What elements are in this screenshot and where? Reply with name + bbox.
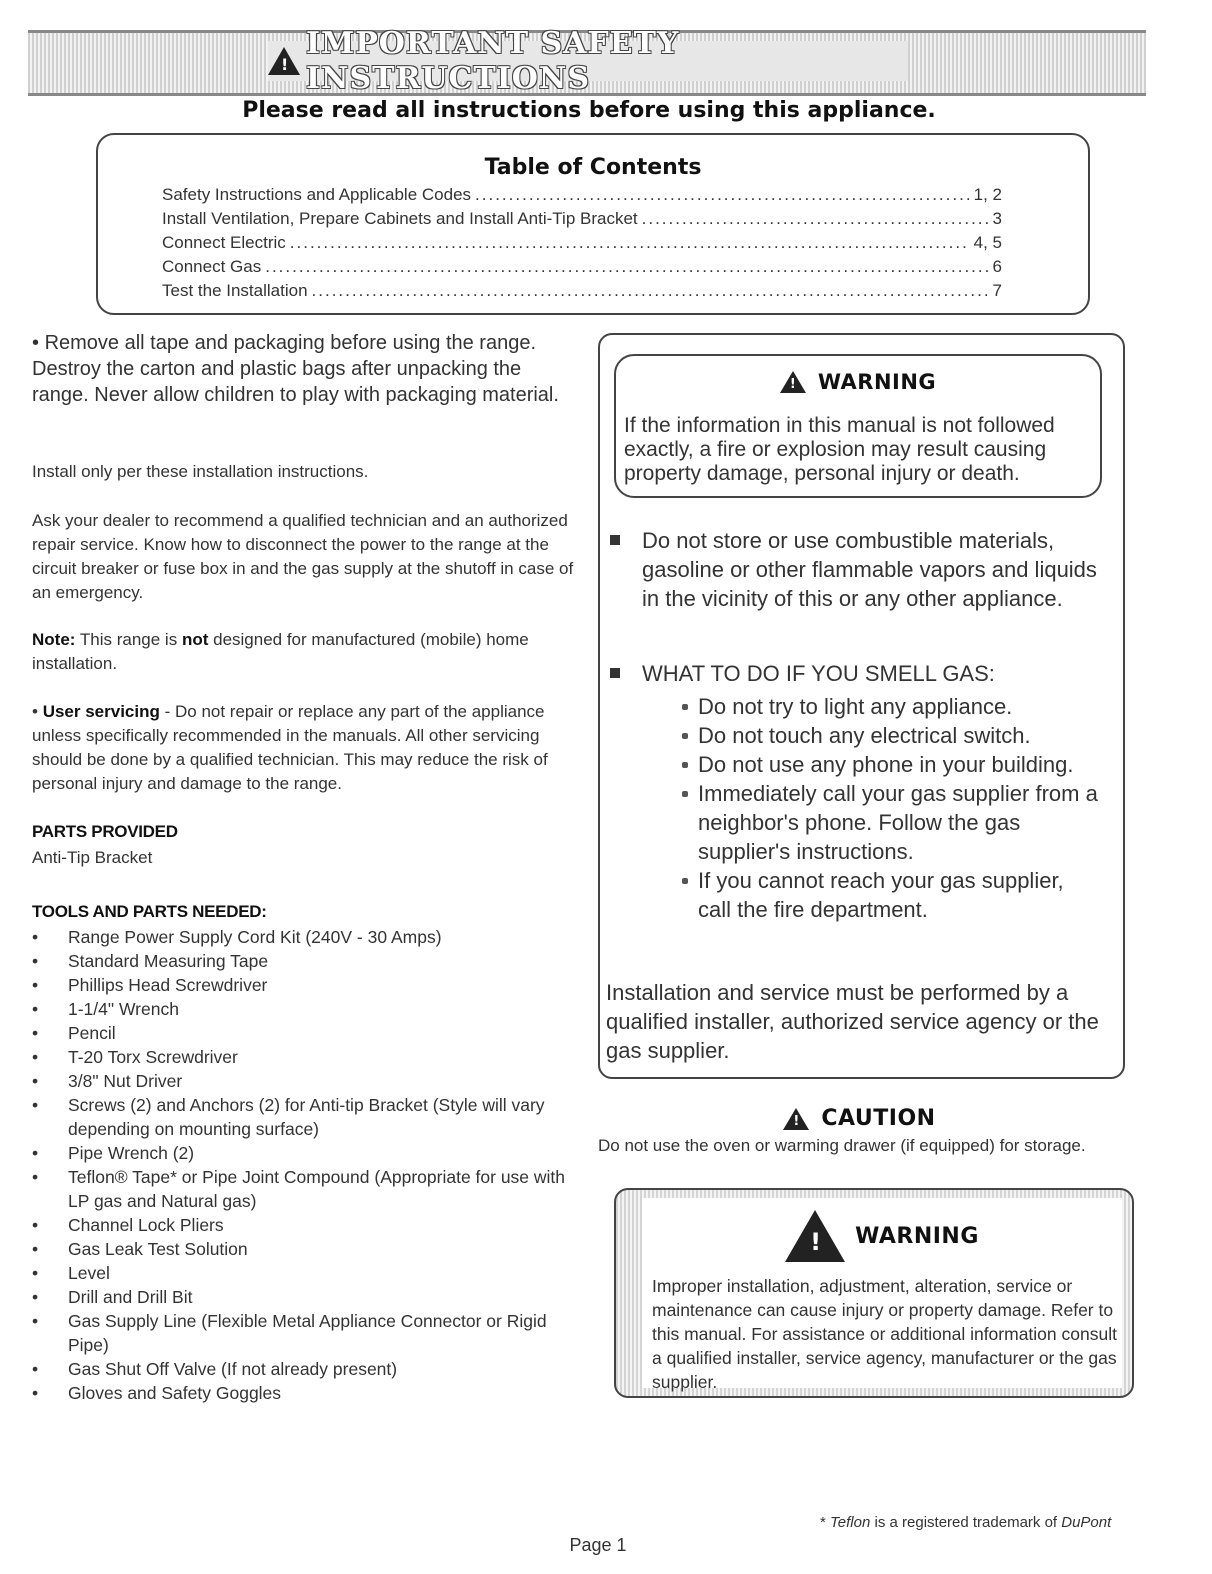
installation-warning-box — [614, 1188, 1134, 1398]
square-bullet-icon — [610, 668, 620, 678]
sub-bullet-icon — [682, 762, 688, 768]
smell-gas-bullet: WHAT TO DO IF YOU SMELL GAS: — [642, 661, 995, 686]
gas-step-text: Do not touch any electrical switch. — [698, 723, 1031, 748]
table-of-contents — [96, 133, 1090, 315]
warning2-heading — [642, 1210, 1122, 1262]
sub-bullet-list — [682, 692, 1102, 924]
toc-title: Table of Contents — [484, 155, 702, 180]
warning2-text: Improper installation, adjustment, alteration, service or maintenance can cause injury or property damage. Refer to this manual. For assistance or additional information consult a qualified installer, service agency, manufacturer or the gas supplier. — [652, 1276, 1117, 1392]
footnote-star: * — [820, 1514, 826, 1531]
toc-page: 4, 5 — [973, 233, 1002, 252]
footnote-mid: is a registered trademark of — [874, 1514, 1058, 1531]
smell-gas-steps — [682, 692, 1102, 924]
gas-step-text: Do not use any phone in your building. — [698, 752, 1074, 777]
gas-step-item — [682, 721, 1102, 750]
note-post: designed for manufactured (mobile) home installation. — [32, 630, 529, 673]
installation-paragraph: Installation and service must be performed by a qualified installer, authorized service agency or the gas supplier. — [606, 980, 1099, 1063]
tool-item: • Gas Leak Test Solution — [32, 1237, 576, 1261]
warning-text: If the information in this manual is not followed exactly, a fire or explosion may result causing property damage, personal injury or death. — [624, 414, 1055, 485]
warning2-heading-text: WARNING — [855, 1223, 979, 1249]
tools-heading: TOOLS AND PARTS NEEDED: — [32, 902, 267, 921]
sub-bullet-icon — [682, 791, 688, 797]
toc-page: 1, 2 — [973, 185, 1002, 204]
banner-title: IMPORTANT SAFETY INSTRUCTIONS — [306, 26, 680, 96]
header-banner — [28, 26, 1146, 96]
user-servicing-text: - Do not repair or replace any part of the appliance unless specifically recommended in the manuals. All other servicing should be done by a qualified technician. This may reduce the risk of personal injury and damage to the range. — [32, 702, 548, 793]
warning-inner-box — [614, 354, 1102, 498]
tool-item: • T-20 Torx Screwdriver — [32, 1045, 576, 1069]
sub-bullet-icon — [682, 733, 688, 739]
square-bullet-icon — [610, 535, 620, 545]
note-paragraph — [32, 628, 576, 676]
tools-list-wrap — [32, 925, 576, 1405]
toc-page: 6 — [992, 257, 1002, 276]
toc-page: 7 — [992, 281, 1002, 300]
gas-step-text: Immediately call your gas supplier from a neighbor's phone. Follow the gas supplier's instructions. — [698, 781, 1098, 864]
combustible-bullet: Do not store or use combustible materials, gasoline or other flammable vapors and liquids in the vicinity of this or any other appliance. — [642, 528, 1097, 611]
tool-item: • Gloves and Safety Goggles — [32, 1381, 576, 1405]
tool-item: • Phillips Head Screwdriver — [32, 973, 576, 997]
user-servicing-paragraph — [32, 700, 576, 796]
toc-label: Connect Electric — [162, 233, 286, 252]
tool-item: • Pencil — [32, 1021, 576, 1045]
note-pre: This range is — [79, 630, 178, 649]
install-only-paragraph: Install only per these installation instructions. — [32, 462, 369, 481]
gas-step-item — [682, 866, 1102, 924]
warning-triangle-icon — [785, 1210, 845, 1262]
gas-step-item — [682, 692, 1102, 721]
toc-label: Connect Gas — [162, 257, 262, 276]
ask-dealer-paragraph: Ask your dealer to recommend a qualified technician and an authorized repair service. Know how to disconnect the power to the range at the circuit breaker or fuse box in and the gas supply at the shutoff in case of an emergency. — [32, 511, 574, 602]
tool-item: • 3/8" Nut Driver — [32, 1069, 576, 1093]
warning-heading-text: WARNING — [817, 370, 937, 394]
sub-bullet-icon — [682, 704, 688, 710]
note-not: not — [181, 630, 209, 649]
page-number: Page 1 — [569, 1535, 627, 1555]
parts-provided-item: Anti-Tip Bracket — [32, 848, 153, 867]
remove-packaging-text: Remove all tape and packaging before using the range. Destroy the carton and plastic bags after unpacking the range. Never allow children to play with packaging material. — [32, 332, 559, 406]
tool-item: • Screws (2) and Anchors (2) for Anti-tip Bracket (Style will vary depending on mounting surface) — [32, 1093, 576, 1141]
tool-item: • 1-1/4" Wrench — [32, 997, 576, 1021]
bullet-icon: • — [32, 702, 43, 721]
tool-item: • Gas Supply Line (Flexible Metal Appliance Connector or Rigid Pipe) — [32, 1309, 576, 1357]
toc-row — [162, 233, 1002, 253]
banner-title-wrap — [268, 26, 908, 96]
tool-item: • Standard Measuring Tape — [32, 949, 576, 973]
gas-step-item — [682, 779, 1102, 866]
tool-item: • Teflon® Tape* or Pipe Joint Compound (Appropriate for use with LP gas and Natural gas) — [32, 1165, 576, 1213]
tool-item: • Channel Lock Pliers — [32, 1213, 576, 1237]
caution-text: Do not use the oven or warming drawer (if equipped) for storage. — [598, 1136, 1086, 1155]
tool-item: • Pipe Wrench (2) — [32, 1141, 576, 1165]
parts-provided-heading: PARTS PROVIDED — [32, 822, 178, 841]
footnote-dupont: DuPont — [1061, 1514, 1112, 1531]
tool-item: • Range Power Supply Cord Kit (240V - 30 Amps) — [32, 925, 576, 949]
note-label: Note: — [32, 630, 76, 649]
footnote-teflon: Teflon — [830, 1514, 871, 1531]
gas-step-item — [682, 750, 1102, 779]
warning-triangle-icon — [783, 1108, 809, 1130]
toc-row — [162, 209, 1002, 229]
warning-triangle-icon — [780, 371, 806, 393]
gas-step-text: If you cannot reach your gas supplier, call the fire department. — [698, 868, 1064, 922]
toc-label: Test the Installation — [162, 281, 308, 300]
caution-heading — [598, 1106, 1121, 1131]
toc-row — [162, 281, 1002, 301]
remove-packaging-paragraph — [32, 330, 576, 408]
toc-row — [162, 185, 1002, 205]
trademark-footnote — [820, 1514, 1111, 1531]
toc-label: Install Ventilation, Prepare Cabinets and Install Anti-Tip Bracket — [162, 209, 638, 228]
page-subtitle: Please read all instructions before using this appliance. — [242, 98, 936, 123]
toc-page: 3 — [992, 209, 1002, 228]
warning2-inner — [642, 1198, 1122, 1392]
bullet-icon: • — [32, 332, 45, 354]
toc-row — [162, 257, 1002, 277]
tool-item: • Level — [32, 1261, 576, 1285]
toc-label: Safety Instructions and Applicable Codes — [162, 185, 472, 204]
tools-list — [32, 925, 576, 1405]
warning-heading — [616, 370, 1100, 394]
sub-bullet-icon — [682, 878, 688, 884]
user-servicing-label: User servicing — [42, 702, 160, 721]
tool-item: • Gas Shut Off Valve (If not already present) — [32, 1357, 576, 1381]
warning-triangle-icon — [268, 47, 300, 75]
caution-heading-text: CAUTION — [821, 1106, 936, 1131]
tool-item: • Drill and Drill Bit — [32, 1285, 576, 1309]
gas-step-text: Do not try to light any appliance. — [698, 694, 1013, 719]
